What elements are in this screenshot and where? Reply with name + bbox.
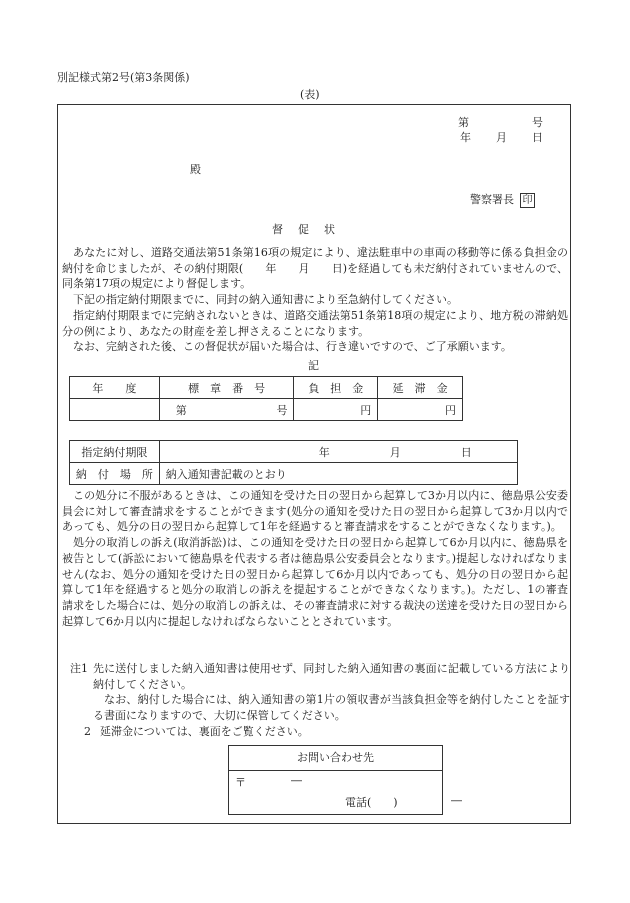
deadline-month: 月 — [389, 445, 401, 459]
date-year: 年 — [460, 131, 471, 144]
contact-box — [228, 745, 462, 815]
ki-label: 記 — [308, 359, 319, 372]
contact-title: お問い合わせ先 — [229, 746, 442, 771]
table-row — [70, 399, 463, 421]
body-paragraph: 指定納付期限までに完納されないときは、道路交通法第51条第18項の規定により、地方税の滞納処分の例により、あなたの財産を差し押さえることになります。 — [62, 308, 568, 338]
table-row — [70, 463, 518, 485]
postal-mark: 〒 — [235, 776, 246, 789]
note-1 — [70, 661, 570, 692]
table-header-row — [70, 377, 463, 399]
date-day: 日 — [532, 131, 543, 144]
form-title: 別記様式第2号(第3条関係) — [57, 71, 190, 84]
postal-dash: ― — [291, 774, 302, 787]
note-1-text: 先に送付しました納入通知書は使用せず、同封した納入通知書の裏面に記載している方法により納付してください。 — [93, 662, 570, 691]
side-label: (表) — [300, 88, 320, 101]
cell-number-prefix: 第 — [159, 399, 219, 421]
date-month: 月 — [496, 131, 507, 144]
cell-year — [70, 399, 160, 421]
note-1-addendum: なお、納付した場合には、納入通知書の第1片の領収書が当該負担金等を納付したことを証する書面になりますので、大切に保管してください。 — [93, 693, 570, 723]
number-suffix: 号 — [532, 116, 543, 129]
note-1-label: 注1 — [70, 662, 88, 675]
appeal-text — [62, 488, 568, 629]
body-paragraph: 下記の指定納付期限までに、同封の納入通知書により至急納付してください。 — [73, 293, 458, 307]
table-row — [70, 441, 518, 463]
appeal-paragraph: この処分に不服があるときは、この通知を受けた日の翌日から起算して3か月以内に、徳島県公安委員会に対して審査請求をすることができます(処分の通知を受けた日の翌日から起算して3か月以内であっても、処分の日の翌日から起算して1年を経過すると審査請求をすることができなくなります。)。 — [62, 489, 568, 534]
note-2-text: 延滞金については、裏面をご覧ください。 — [100, 724, 309, 738]
place-label: 納 付 場 所 — [70, 463, 160, 485]
header-number: 標 章 番 号 — [159, 377, 294, 399]
appeal-paragraph: 処分の取消しの訴え(取消訴訟)は、この通知を受けた日の翌日から起算して6か月以内に、徳島県を被告として(訴訟において徳島県を代表する者は徳島県公安委員会となります。)提起しなければなりません(なお、処分の通知を受けた日の翌日から起算して6か月以内であっても、処分の日の翌日から起算して1年を経過すると処分の取消しの訴えを提起することができなくなります。)。ただし、1の審査請求をした場合には、処分の取消しの訴えは、その審査請求に対する裁決の送達を受けた日の翌日から起算して6か月以内に提起しなければならないこととされています。 — [62, 536, 568, 628]
cell-number-suffix: 号 — [219, 399, 294, 421]
header-late-fee: 延 滞 金 — [378, 377, 463, 399]
body-paragraph: あなたに対し、道路交通法第51条第16項の規定により、違法駐車中の車両の移動等に係る負担金の納付を命じましたが、その納付期限( 年 月 日)を経過しても未だ納付されていませんので、同条第17項の規定により督促します。 — [62, 246, 568, 291]
note-2 — [70, 724, 570, 740]
cell-late-fee: 円 — [378, 399, 463, 421]
number-prefix: 第 — [458, 116, 469, 129]
body-paragraph: なお、完納された後、この督促状が届いた場合は、行き違いですので、ご了承願います。 — [73, 340, 512, 354]
phone-label: 電話( ) — [345, 796, 398, 809]
issuer-title: 警察署長 — [470, 193, 514, 206]
deadline-day: 日 — [460, 445, 472, 459]
cell-charge: 円 — [294, 399, 378, 421]
place-value: 納入通知書記載のとおり — [159, 463, 517, 485]
deadline-year: 年 — [318, 445, 330, 459]
issuer — [470, 191, 535, 208]
addressee: 殿 — [190, 163, 201, 176]
note-2-label: 2 — [84, 724, 91, 738]
seal-stamp: 印 — [520, 193, 535, 208]
header-year: 年 度 — [70, 377, 160, 399]
body-text — [62, 245, 568, 355]
phone-dash: ― — [451, 794, 462, 807]
deadline-label: 指定納付期限 — [70, 441, 160, 463]
document-title: 督 促 状 — [272, 223, 337, 236]
notes — [70, 661, 570, 740]
charges-table — [69, 376, 463, 421]
header-charge: 負 担 金 — [294, 377, 378, 399]
payment-table — [69, 440, 518, 485]
deadline-value — [159, 441, 517, 463]
